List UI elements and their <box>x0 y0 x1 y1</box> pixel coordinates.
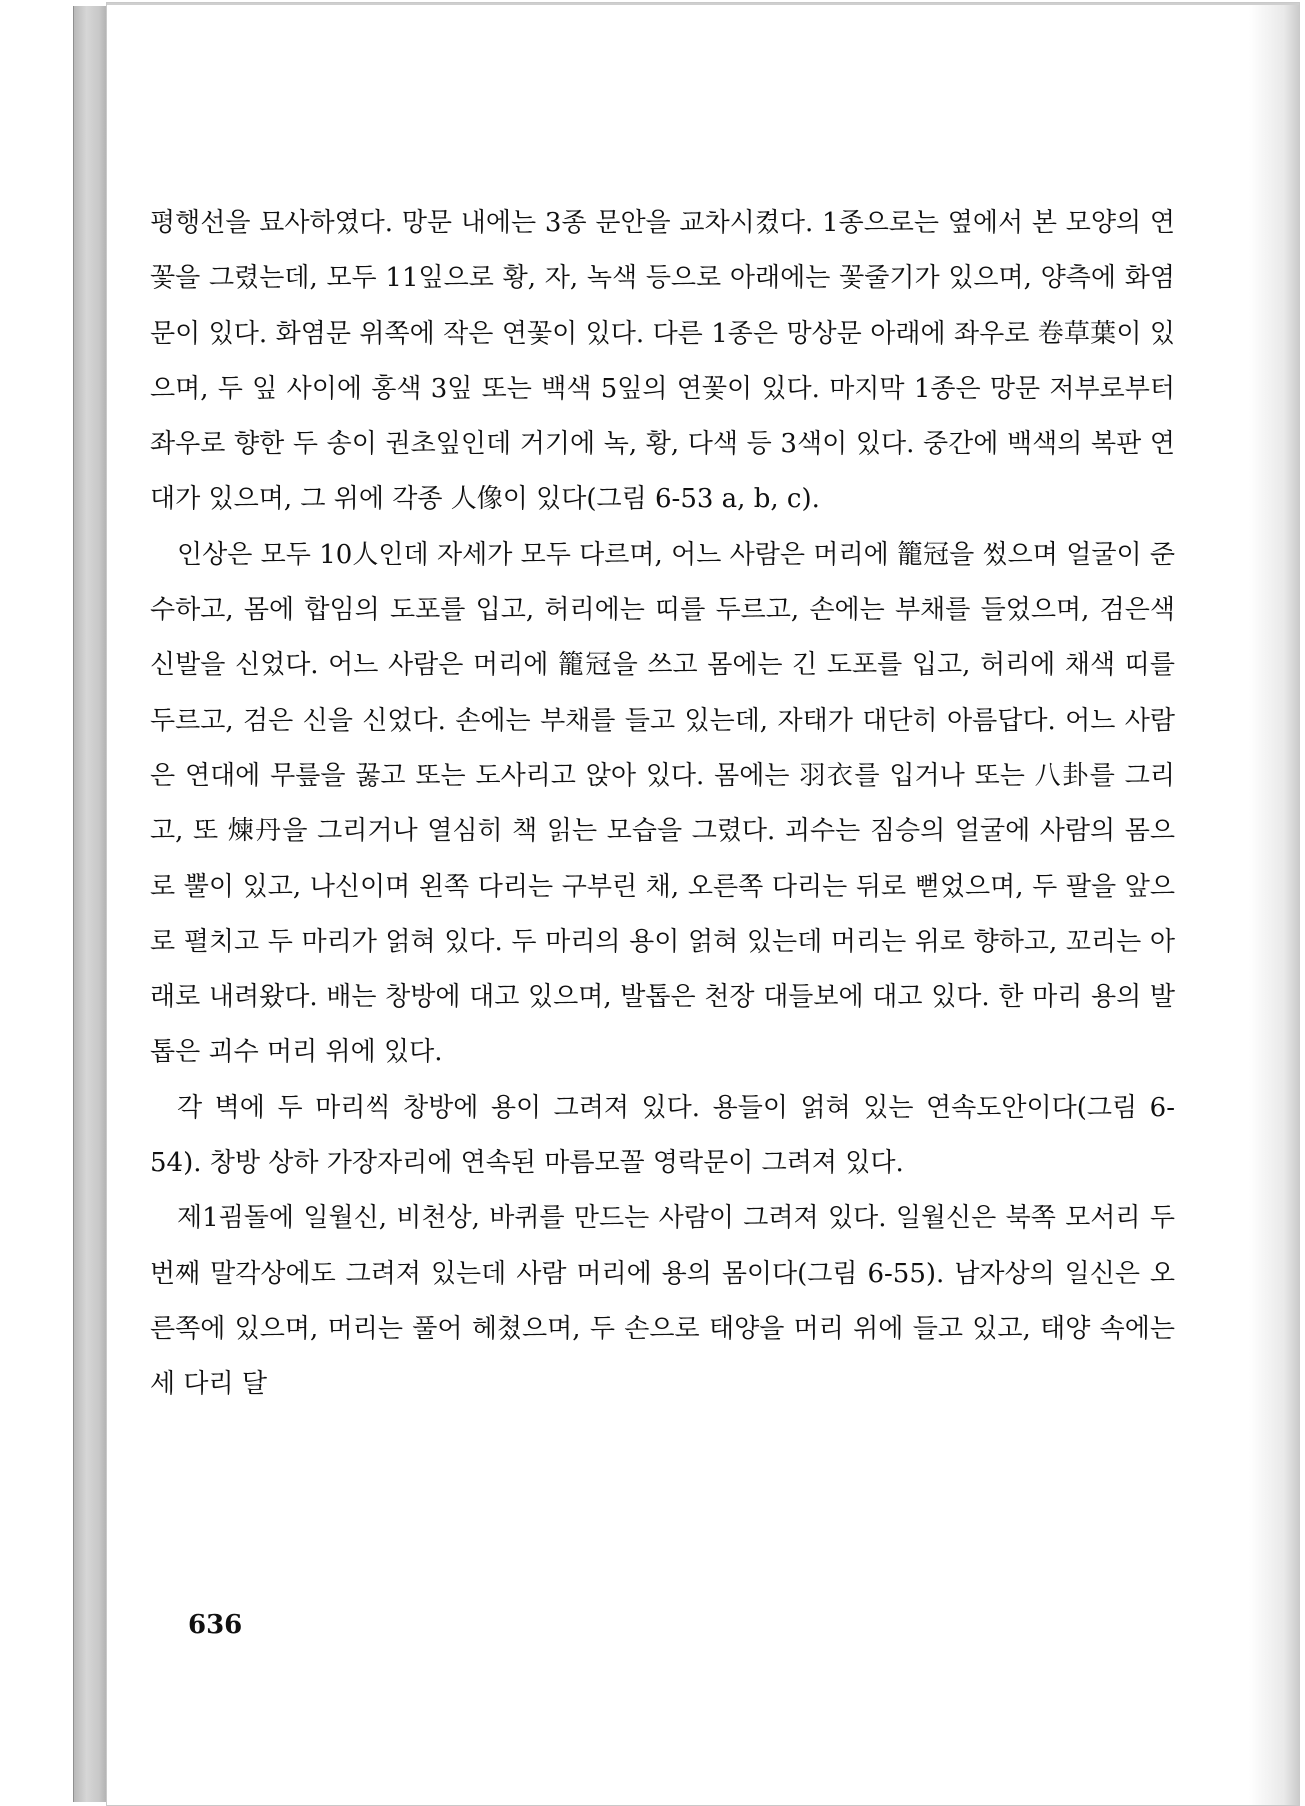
body-text <box>150 196 1175 1413</box>
page-number: 636 <box>188 1610 243 1640</box>
paragraph-1: 평행선을 묘사하였다. 망문 내에는 3종 문안을 교차시켰다. 1종으로는 옆에서 본 모양의 연꽃을 그렸는데, 모두 11잎으로 황, 자, 녹색 등으로 아래에는 꽃줄기가 있으며, 양측에 화염문이 있다. 화염문 위쪽에 작은 연꽃이 있다. 다른 1종은 망상문 아래에 좌우로 卷草葉이 있으며, 두 잎 사이에 홍색 3잎 또는 백색 5잎의 연꽃이 있다. 마지막 1종은 망문 저부로부터 좌우로 향한 두 송이 권초잎인데 거기에 녹, 황, 다색 등 3색이 있다. 중간에 백색의 복판 연대가 있으며, 그 위에 각종 人像이 있다(그림 6-53 a, b, c). <box>150 208 1175 515</box>
paragraph-2: 인상은 모두 10人인데 자세가 모두 다르며, 어느 사람은 머리에 籠冠을 썼으며 얼굴이 준수하고, 몸에 합임의 도포를 입고, 허리에는 띠를 두르고, 손에는 부채를 들었으며, 검은색 신발을 신었다. 어느 사람은 머리에 籠冠을 쓰고 몸에는 긴 도포를 입고, 허리에 채색 띠를 두르고, 검은 신을 신었다. 손에는 부채를 들고 있는데, 자태가 대단히 아름답다. 어느 사람은 연대에 무릎을 꿇고 또는 도사리고 앉아 있다. 몸에는 羽衣를 입거나 또는 八卦를 그리고, 또 煉丹을 그리거나 열심히 책 읽는 모습을 그렸다. 괴수는 짐승의 얼굴에 사람의 몸으로 뿔이 있고, 나신이며 왼쪽 다리는 구부린 채, 오른쪽 다리는 뒤로 뻗었으며, 두 팔을 앞으로 펼치고 두 마리가 얽혀 있다. 두 마리의 용이 얽혀 있는데 머리는 위로 향하고, 꼬리는 아래로 내려왔다. 배는 창방에 대고 있으며, 발톱은 천장 대들보에 대고 있다. 한 마리 용의 발톱은 괴수 머리 위에 있다. <box>150 539 1175 1068</box>
paragraph-4: 제1굄돌에 일월신, 비천상, 바퀴를 만드는 사람이 그려져 있다. 일월신은 북쪽 모서리 두번째 말각상에도 그려져 있는데 사람 머리에 용의 몸이다(그림 6-55). 남자상의 일신은 오른쪽에 있으며, 머리는 풀어 헤쳤으며, 두 손으로 태양을 머리 위에 들고 있고, 태양 속에는 세 다리 달 <box>150 1203 1175 1400</box>
paragraph-3: 각 벽에 두 마리씩 창방에 용이 그려져 있다. 용들이 얽혀 있는 연속도안이다(그림 6-54). 창방 상하 가장자리에 연속된 마름모꼴 영락문이 그려져 있다. <box>150 1092 1175 1179</box>
page-edge-shadow <box>1249 5 1299 1805</box>
book-spine <box>73 6 110 1802</box>
